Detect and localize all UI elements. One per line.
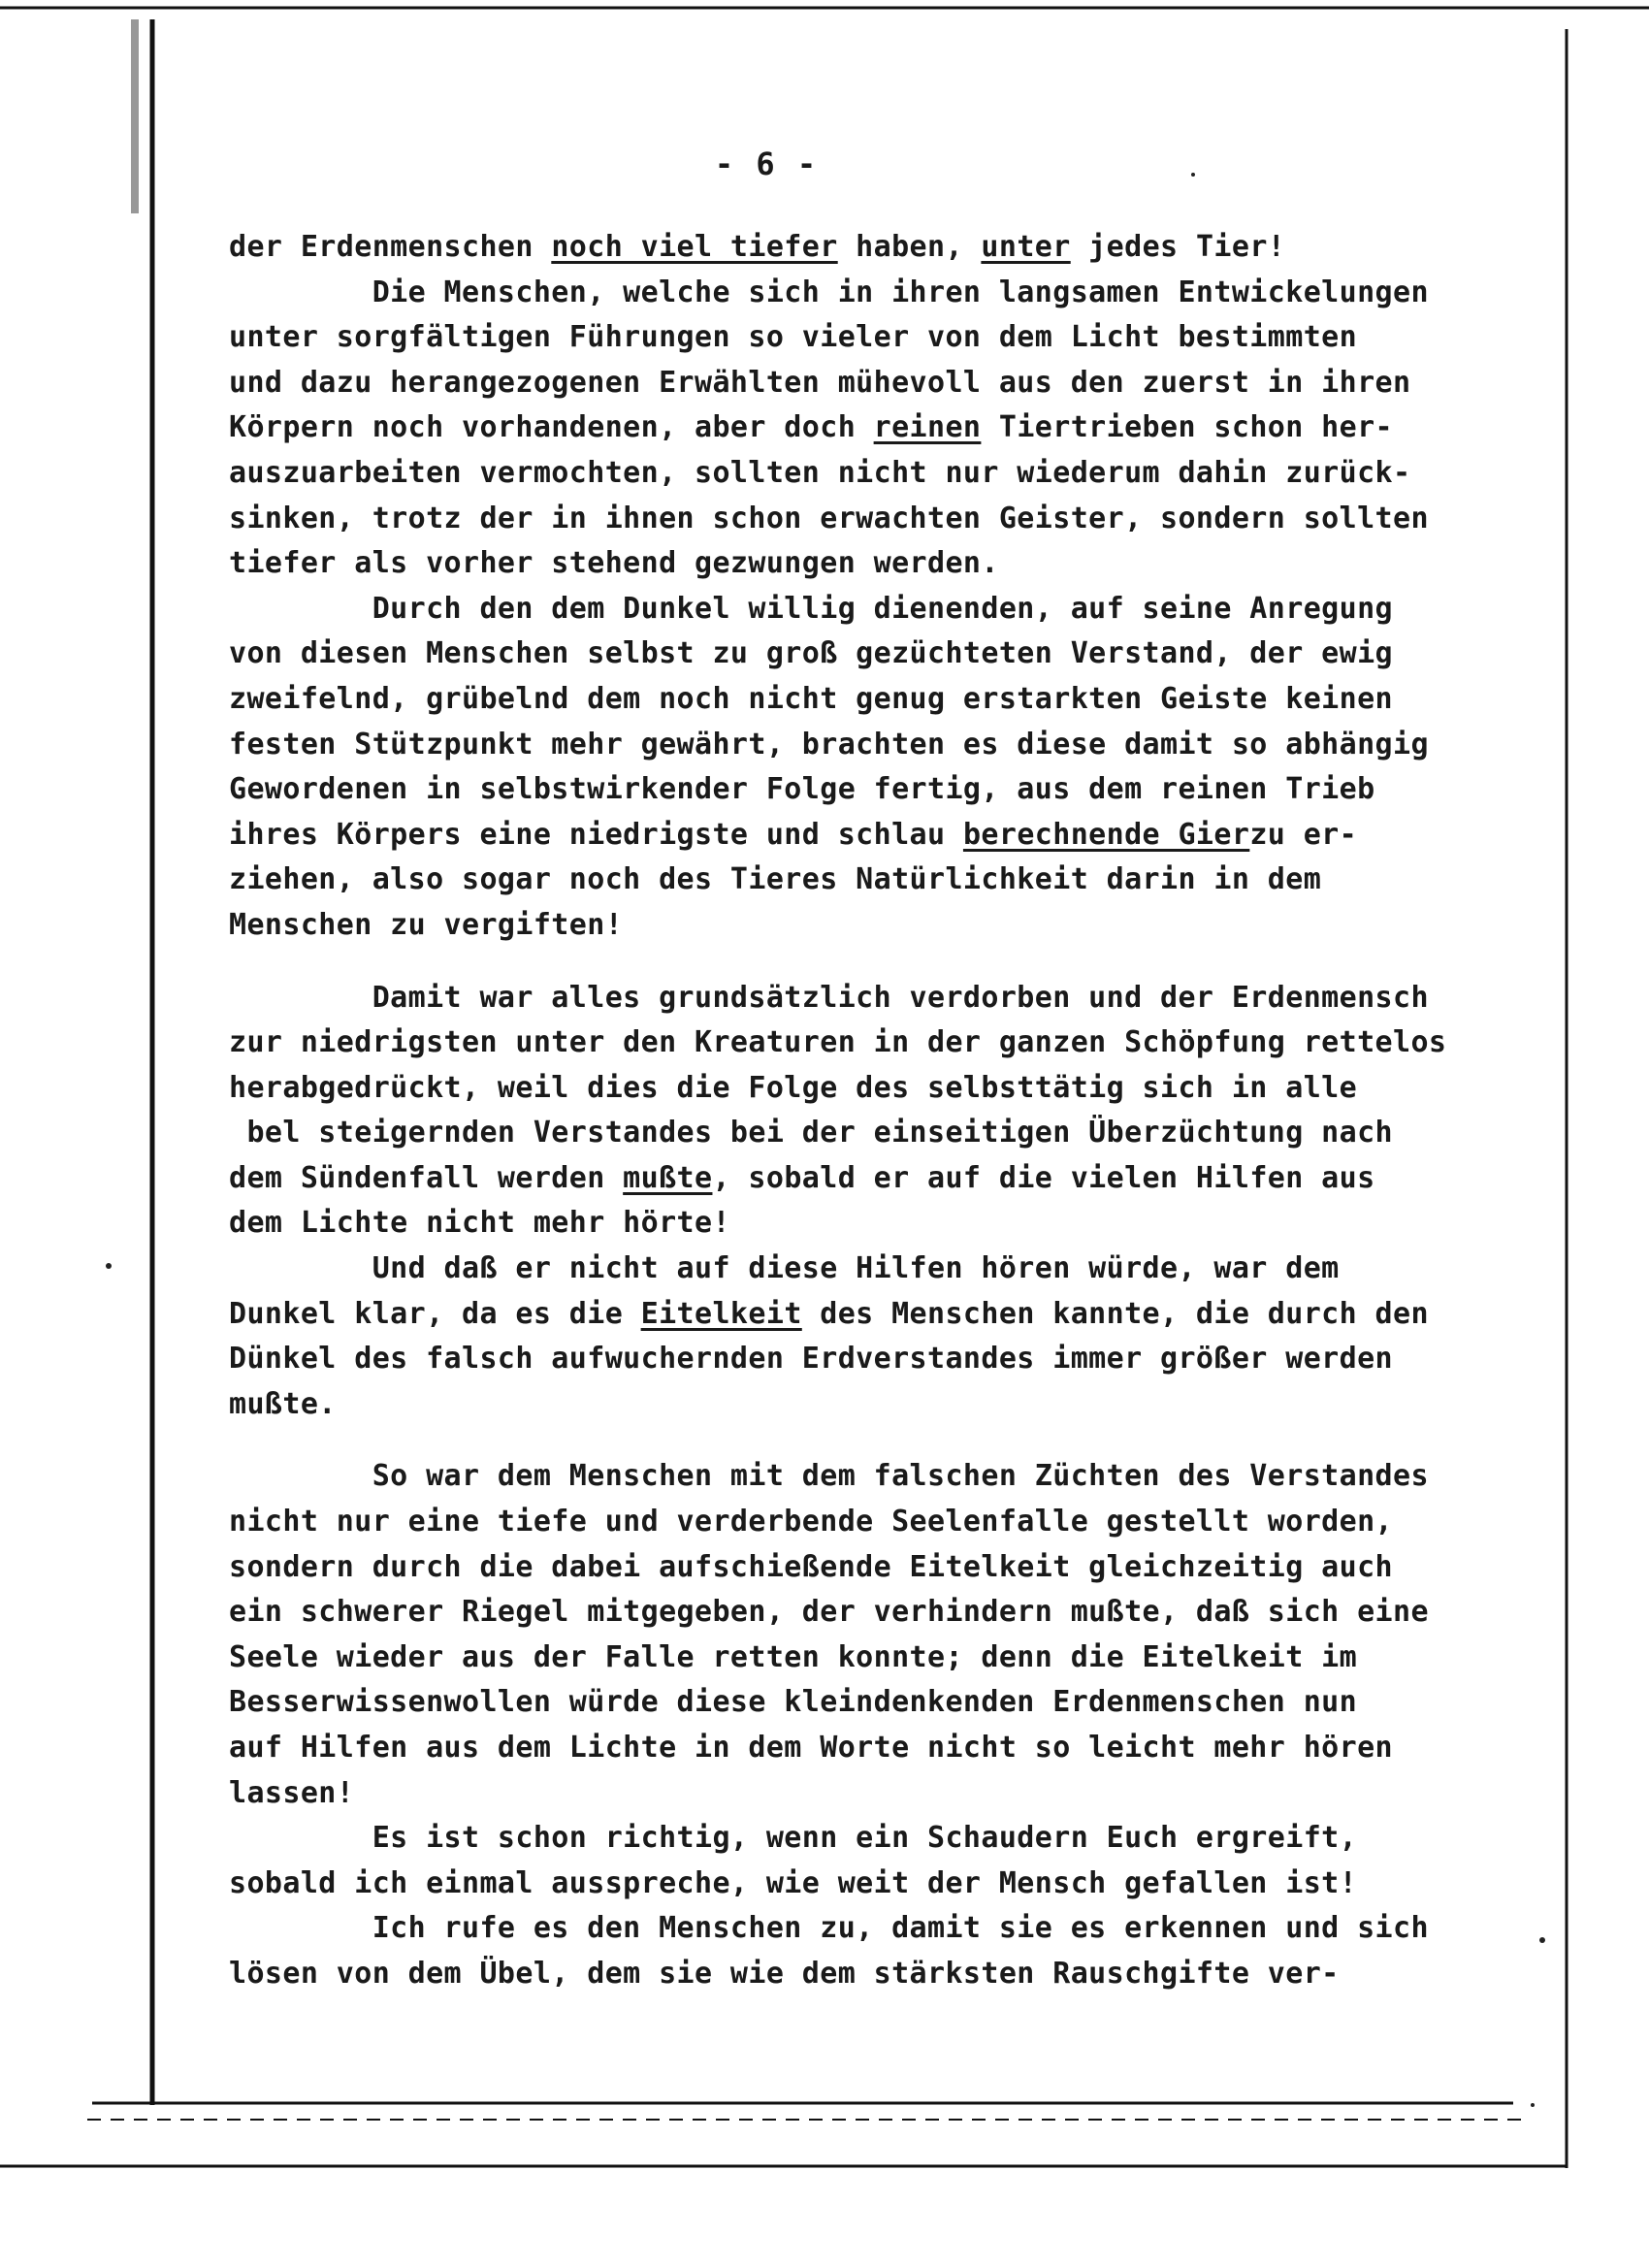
letter-body xyxy=(229,225,1519,1997)
text-run: tiefer als vorher stehend gezwungen werden. xyxy=(229,546,999,581)
text-line xyxy=(229,361,1519,406)
text-run: Es ist schon richtig, wenn ein Schaudern Euch ergreift, xyxy=(229,1821,1358,1856)
text-line xyxy=(229,1771,1519,1817)
text-line xyxy=(229,1021,1519,1066)
text-line xyxy=(229,1816,1519,1862)
text-line xyxy=(229,1590,1519,1636)
text-line xyxy=(229,541,1519,587)
text-run: lösen von dem Übel, dem sie wie dem stärksten Rauschgifte ver- xyxy=(229,1956,1340,1991)
text-run: Und daß er nicht auf diese Hilfen hören würde, war dem xyxy=(229,1251,1340,1286)
text-run: dem Sündenfall werden xyxy=(229,1160,624,1195)
text-line xyxy=(229,315,1519,361)
text-line xyxy=(229,1066,1519,1112)
text-line xyxy=(229,903,1519,949)
text-run: Tiertrieben schon her- xyxy=(981,410,1394,445)
text-run: unter sorgfältigen Führungen so vieler von dem Licht bestimmten xyxy=(229,320,1358,355)
underlined-phrase: Eitelkeit xyxy=(640,1296,802,1331)
text-run: sondern durch die dabei aufschießende Eitelkeit gleichzeitig auch xyxy=(229,1549,1393,1584)
text-run: sobald ich einmal ausspreche, wie weit der Mensch gefallen ist! xyxy=(229,1865,1358,1900)
text-run: nicht nur eine tiefe und verderbende Seelenfalle gestellt worden, xyxy=(229,1505,1393,1539)
text-run: zur niedrigsten unter den Kreaturen in der ganzen Schöpfung rettelos xyxy=(229,1025,1447,1060)
paragraph-gap xyxy=(229,949,1519,976)
text-line xyxy=(229,858,1519,903)
text-line xyxy=(229,1247,1519,1292)
text-run: Körpern noch vorhandenen, aber doch xyxy=(229,410,874,445)
text-line xyxy=(229,1454,1519,1500)
text-run: von diesen Menschen selbst zu groß gezüchteten Verstand, der ewig xyxy=(229,636,1393,671)
underlined-phrase: unter xyxy=(981,230,1071,264)
text-run: Seele wieder aus der Falle retten konnte; denn die Eitelkeit im xyxy=(229,1639,1358,1674)
text-line xyxy=(229,1952,1519,1997)
text-run: sinken, trotz der in ihnen schon erwachten Geister, sondern sollten xyxy=(229,501,1429,535)
text-run: Menschen zu vergiften! xyxy=(229,907,624,942)
text-line xyxy=(229,813,1519,859)
text-run: Ich rufe es den Menschen zu, damit sie es erkennen und sich xyxy=(229,1911,1429,1946)
text-run: ziehen, also sogar noch des Tieres Natürlichkeit darin in dem xyxy=(229,862,1322,897)
text-run: , sobald er auf die vielen Hilfen aus xyxy=(712,1160,1375,1195)
text-run: auszuarbeiten vermochten, sollten nicht nur wiederum dahin zurück- xyxy=(229,455,1411,490)
text-run: festen Stützpunkt mehr gewährt, brachten es diese damit so abhängig xyxy=(229,727,1429,761)
text-run: der Erdenmenschen xyxy=(229,230,552,264)
text-run: dem Lichte nicht mehr hörte! xyxy=(229,1206,730,1241)
text-run: jedes Tier! xyxy=(1070,230,1286,264)
text-line xyxy=(229,271,1519,316)
text-line xyxy=(229,1201,1519,1247)
text-run: auf Hilfen aus dem Lichte in dem Worte nicht so leicht mehr hören xyxy=(229,1731,1393,1765)
page-number: - 6 - xyxy=(714,146,819,182)
text-run: bel steigernden Verstandes bei der einseitigen Überzüchtung nach xyxy=(229,1116,1393,1150)
underlined-phrase: noch viel tiefer xyxy=(551,230,838,264)
text-line xyxy=(229,723,1519,768)
paragraph-gap xyxy=(229,1427,1519,1454)
text-run: ihres Körpers eine niedrigste und schlau xyxy=(229,817,963,852)
text-run: zweifelnd, grübelnd dem noch nicht genug erstarkten Geiste keinen xyxy=(229,681,1393,716)
text-run: Dunkel klar, da es die xyxy=(229,1296,641,1331)
text-line xyxy=(229,1111,1519,1156)
text-line xyxy=(229,405,1519,451)
text-line xyxy=(229,1337,1519,1382)
text-run: ein schwerer Riegel mitgegeben, der verhindern mußte, daß sich eine xyxy=(229,1595,1429,1630)
text-line xyxy=(229,1680,1519,1726)
text-line xyxy=(229,976,1519,1021)
text-line xyxy=(229,587,1519,632)
text-line xyxy=(229,225,1519,271)
text-run: Dünkel des falsch aufwuchernden Erdverstandes immer größer werden xyxy=(229,1342,1393,1377)
text-run: lassen! xyxy=(229,1775,355,1810)
text-run: Die Menschen, welche sich in ihren langsamen Entwickelungen xyxy=(229,275,1429,309)
text-run: Gewordenen in selbstwirkender Folge fertig, aus dem reinen Trieb xyxy=(229,772,1375,807)
text-line xyxy=(229,677,1519,723)
text-line xyxy=(229,1636,1519,1681)
text-run: Damit war alles grundsätzlich verdorben und der Erdenmensch xyxy=(229,980,1429,1015)
text-line xyxy=(229,1382,1519,1428)
underlined-phrase: reinen xyxy=(873,410,982,445)
text-line xyxy=(229,1545,1519,1591)
text-run: Durch den dem Dunkel willig dienenden, auf seine Anregung xyxy=(229,591,1393,626)
text-run: des Menschen kannte, die durch den xyxy=(801,1296,1429,1331)
text-run: herabgedrückt, weil dies die Folge des selbsttätig sich in alle xyxy=(229,1070,1358,1105)
text-run: zu er- xyxy=(1249,817,1358,852)
text-line xyxy=(229,497,1519,542)
text-line xyxy=(229,1156,1519,1202)
text-line xyxy=(229,767,1519,813)
text-line xyxy=(229,1906,1519,1952)
text-run: und dazu herangezogenen Erwählten mühevoll aus den zuerst in ihren xyxy=(229,365,1411,400)
text-line xyxy=(229,1292,1519,1338)
text-run: mußte. xyxy=(229,1386,337,1421)
text-line xyxy=(229,632,1519,677)
text-line xyxy=(229,451,1519,497)
text-line xyxy=(229,1500,1519,1545)
text-run: Besserwissenwollen würde diese kleindenkenden Erdenmenschen nun xyxy=(229,1685,1358,1720)
text-line xyxy=(229,1726,1519,1771)
text-line xyxy=(229,1862,1519,1907)
underlined-phrase: mußte xyxy=(623,1160,713,1195)
text-run: haben, xyxy=(837,230,982,264)
text-run: So war dem Menschen mit dem falschen Züchten des Verstandes xyxy=(229,1459,1429,1494)
underlined-phrase: berechnende Gier xyxy=(962,817,1250,852)
